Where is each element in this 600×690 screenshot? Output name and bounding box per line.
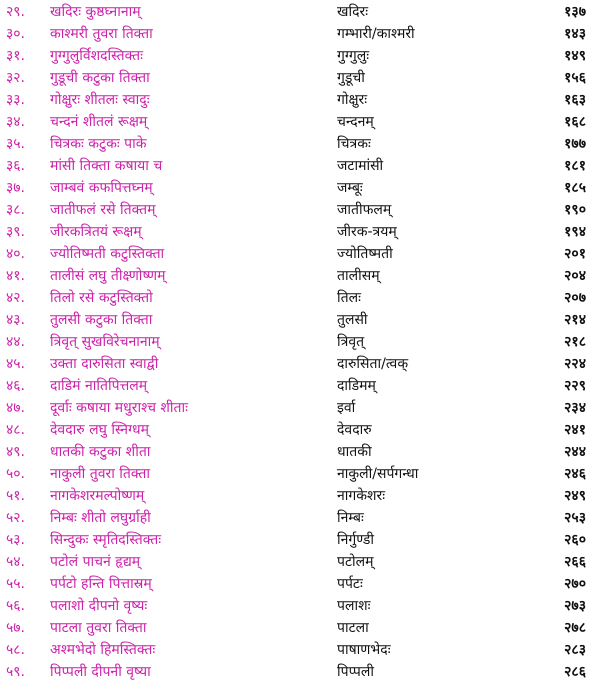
verse-text: जीरकत्रितयं रूक्षम् bbox=[50, 224, 142, 240]
plant-name: तुलसी bbox=[337, 312, 368, 328]
entry-number: ३१. bbox=[6, 48, 26, 64]
contents-row bbox=[0, 89, 600, 111]
verse-text: नाकुली तुवरा तिक्ता bbox=[50, 466, 150, 482]
verse-text: खदिरः कुष्ठघ्नानाम् bbox=[50, 4, 141, 20]
contents-row bbox=[0, 375, 600, 397]
page-number: २४४ bbox=[564, 444, 586, 460]
verse-text: मांसी तिक्ता कषाया च bbox=[50, 158, 163, 174]
plant-name: तालीसम् bbox=[337, 268, 380, 284]
verse-text: दाडिमं नातिपित्तलम् bbox=[50, 378, 148, 394]
verse-text: गुग्गुलुर्विशदस्तिक्तः bbox=[50, 48, 143, 64]
verse-text: उक्ता दारुसिता स्वाद्वी bbox=[50, 356, 159, 372]
entry-number: ४७. bbox=[6, 400, 26, 416]
verse-text: पाटला तुवरा तिक्ता bbox=[50, 620, 147, 636]
plant-name: इर्वा bbox=[337, 400, 356, 416]
entry-number: ४८. bbox=[6, 422, 26, 438]
entry-number: ४४. bbox=[6, 334, 26, 350]
verse-text: पलाशो दीपनो वृष्यः bbox=[50, 598, 148, 614]
verse-text: सिन्दुकः स्मृतिदस्तिक्तः bbox=[50, 532, 162, 548]
entry-number: ३९. bbox=[6, 224, 26, 240]
page-number: २३४ bbox=[564, 400, 586, 416]
page-number: २१४ bbox=[564, 312, 586, 328]
verse-text: दूर्वाः कषाया मधुराश्च शीताः bbox=[50, 400, 188, 416]
entry-number: ३५. bbox=[6, 136, 26, 152]
verse-text: चन्दनं शीतलं रूक्षम् bbox=[50, 114, 148, 130]
page-number: २२९ bbox=[564, 378, 586, 394]
contents-row bbox=[0, 265, 600, 287]
verse-text: गुडूची कटुका तिक्ता bbox=[50, 70, 150, 86]
contents-row bbox=[0, 221, 600, 243]
page-number: २४६ bbox=[564, 466, 586, 482]
plant-name: चित्रकः bbox=[337, 136, 371, 152]
page-number: १६३ bbox=[564, 92, 586, 108]
plant-name: धातकी bbox=[337, 444, 372, 460]
contents-row bbox=[0, 485, 600, 507]
verse-text: पिप्पली दीपनी वृष्या bbox=[50, 664, 151, 680]
verse-text: तिलो रसे कटुस्तिक्तो bbox=[50, 290, 153, 306]
page-number: २६६ bbox=[564, 554, 586, 570]
entry-number: ५३. bbox=[6, 532, 26, 548]
contents-row bbox=[0, 199, 600, 221]
contents-row bbox=[0, 133, 600, 155]
plant-name: जटामांसी bbox=[337, 158, 384, 174]
entry-number: ३४. bbox=[6, 114, 26, 130]
page-number: २५३ bbox=[564, 510, 586, 526]
page-number: १४९ bbox=[564, 48, 586, 64]
entry-number: ३०. bbox=[6, 26, 26, 42]
contents-list bbox=[0, 1, 600, 683]
entry-number: ५२. bbox=[6, 510, 26, 526]
plant-name: पिप्पली bbox=[337, 664, 374, 680]
verse-text: धातकी कटुका शीता bbox=[50, 444, 151, 460]
entry-number: ५६. bbox=[6, 598, 26, 614]
plant-name: गुग्गुलुः bbox=[337, 48, 370, 64]
plant-name: गोक्षुरः bbox=[337, 92, 368, 108]
page-number: २२४ bbox=[564, 356, 586, 372]
contents-row bbox=[0, 45, 600, 67]
contents-row bbox=[0, 529, 600, 551]
contents-row bbox=[0, 309, 600, 331]
verse-text: निम्बः शीतो लघुर्ग्राही bbox=[50, 510, 151, 526]
verse-text: ज्योतिष्मती कटुस्तिक्ता bbox=[50, 246, 165, 262]
verse-text: नागकेशरमल्पोष्णम् bbox=[50, 488, 145, 504]
contents-row bbox=[0, 441, 600, 463]
plant-name: ज्योतिष्मती bbox=[337, 246, 393, 262]
page-number: २७८ bbox=[564, 620, 586, 636]
entry-number: ३३. bbox=[6, 92, 26, 108]
entry-number: ३६. bbox=[6, 158, 26, 174]
page-number: १५६ bbox=[564, 70, 586, 86]
page-number: १९० bbox=[564, 202, 586, 218]
plant-name: त्रिवृत् bbox=[337, 334, 365, 350]
plant-name: चन्दनम् bbox=[337, 114, 374, 130]
contents-row bbox=[0, 639, 600, 661]
page-number: २८६ bbox=[564, 664, 586, 680]
verse-text: पर्पटो हन्ति पित्तास्रम् bbox=[50, 576, 152, 592]
entry-number: ३८. bbox=[6, 202, 26, 218]
contents-row bbox=[0, 111, 600, 133]
page-number: १३७ bbox=[564, 4, 586, 20]
contents-row bbox=[0, 67, 600, 89]
page-number: २०७ bbox=[564, 290, 586, 306]
plant-name: दारुसिता/त्वक् bbox=[337, 356, 409, 372]
contents-row bbox=[0, 573, 600, 595]
verse-text: त्रिवृत् सुखविरेचनानाम् bbox=[50, 334, 160, 350]
plant-name: नाकुली/सर्पगन्धा bbox=[337, 466, 419, 482]
page-number: १९४ bbox=[564, 224, 586, 240]
page-number: १६८ bbox=[564, 114, 586, 130]
plant-name: निर्गुण्डी bbox=[337, 532, 375, 548]
page-number: २०१ bbox=[564, 246, 586, 262]
plant-name: तिलः bbox=[337, 290, 361, 306]
entry-number: ४२. bbox=[6, 290, 26, 306]
page-number: २१८ bbox=[564, 334, 586, 350]
entry-number: ५९. bbox=[6, 664, 26, 680]
verse-text: जातीफलं रसे तिक्तम् bbox=[50, 202, 156, 218]
entry-number: २९. bbox=[6, 4, 26, 20]
entry-number: ४५. bbox=[6, 356, 26, 372]
contents-row bbox=[0, 507, 600, 529]
contents-row bbox=[0, 595, 600, 617]
entry-number: ३२. bbox=[6, 70, 26, 86]
contents-row bbox=[0, 243, 600, 265]
verse-text: अश्मभेदो हिमस्तिक्तः bbox=[50, 642, 156, 658]
plant-name: जातीफलम् bbox=[337, 202, 392, 218]
entry-number: ३७. bbox=[6, 180, 26, 196]
verse-text: काश्मरी तुवरा तिक्ता bbox=[50, 26, 153, 42]
plant-name: जीरक-त्रयम् bbox=[337, 224, 397, 240]
plant-name: गम्भारी/काश्मरी bbox=[337, 26, 415, 42]
plant-name: खदिरः bbox=[337, 4, 369, 20]
verse-text: देवदारु लघु स्निग्धम् bbox=[50, 422, 149, 438]
page-number: २४१ bbox=[564, 422, 586, 438]
entry-number: ४९. bbox=[6, 444, 26, 460]
contents-row bbox=[0, 23, 600, 45]
entry-number: ४१. bbox=[6, 268, 26, 284]
contents-row bbox=[0, 1, 600, 23]
contents-row bbox=[0, 331, 600, 353]
plant-name: पाटला bbox=[337, 620, 369, 636]
verse-text: पटोलं पाचनं हृद्यम् bbox=[50, 554, 141, 570]
entry-number: ५७. bbox=[6, 620, 26, 636]
contents-row bbox=[0, 287, 600, 309]
contents-row bbox=[0, 551, 600, 573]
plant-name: पलाशः bbox=[337, 598, 371, 614]
entry-number: ५५. bbox=[6, 576, 26, 592]
contents-row bbox=[0, 419, 600, 441]
contents-row bbox=[0, 155, 600, 177]
verse-text: तालीसं लघु तीक्ष्णोष्णम् bbox=[50, 268, 166, 284]
page-number: २८३ bbox=[564, 642, 586, 658]
verse-text: तुलसी कटुका तिक्ता bbox=[50, 312, 153, 328]
page-number: १८५ bbox=[564, 180, 586, 196]
plant-name: पर्पटः bbox=[337, 576, 363, 592]
plant-name: पाषाणभेदः bbox=[337, 642, 391, 658]
plant-name: नागकेशरः bbox=[337, 488, 386, 504]
plant-name: गुडूची bbox=[337, 70, 365, 86]
contents-row bbox=[0, 397, 600, 419]
page-number: १४३ bbox=[564, 26, 586, 42]
plant-name: देवदारु bbox=[337, 422, 372, 438]
entry-number: ४३. bbox=[6, 312, 26, 328]
contents-row bbox=[0, 661, 600, 683]
page-number: २४९ bbox=[564, 488, 586, 504]
page-number: २७० bbox=[564, 576, 586, 592]
entry-number: ५८. bbox=[6, 642, 26, 658]
entry-number: ५४. bbox=[6, 554, 26, 570]
page-number: २६० bbox=[564, 532, 586, 548]
page-number: १७७ bbox=[564, 136, 586, 152]
page-number: २७३ bbox=[564, 598, 586, 614]
verse-text: गोक्षुरः शीतलः स्वादुः bbox=[50, 92, 150, 108]
entry-number: ४६. bbox=[6, 378, 26, 394]
plant-name: जम्बूः bbox=[337, 180, 363, 196]
verse-text: जाम्बवं कफपित्तघ्नम् bbox=[50, 180, 153, 196]
plant-name: निम्बः bbox=[337, 510, 364, 526]
page-number: १८१ bbox=[564, 158, 586, 174]
contents-row bbox=[0, 353, 600, 375]
contents-row bbox=[0, 463, 600, 485]
plant-name: पटोलम् bbox=[337, 554, 374, 570]
entry-number: ५१. bbox=[6, 488, 26, 504]
plant-name: दाडिमम् bbox=[337, 378, 376, 394]
page-number: २०४ bbox=[564, 268, 586, 284]
entry-number: ४०. bbox=[6, 246, 26, 262]
verse-text: चित्रकः कटुकः पाके bbox=[50, 136, 147, 152]
entry-number: ५०. bbox=[6, 466, 26, 482]
contents-row bbox=[0, 177, 600, 199]
contents-row bbox=[0, 617, 600, 639]
